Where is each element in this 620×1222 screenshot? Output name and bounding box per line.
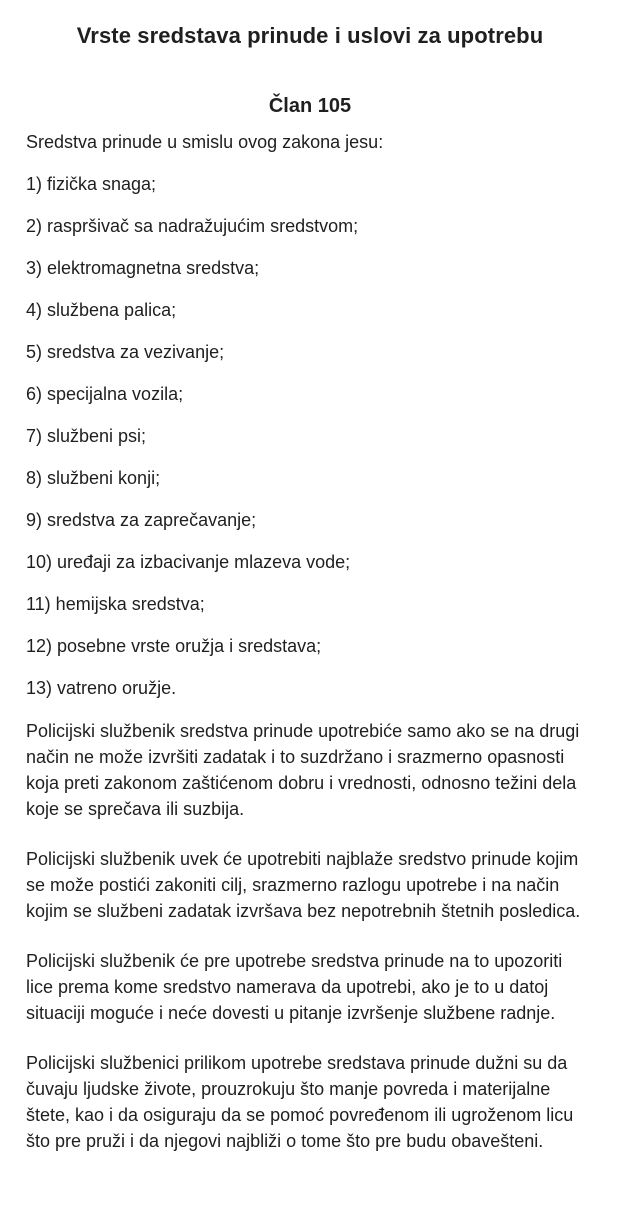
document-page [0,22,620,1222]
list-item: 11) hemijska sredstva; [26,594,205,614]
paragraph-proportionality: Policijski službenik sredstva prinude upotrebiće samo ako se na drugi način ne može izvršiti zadatak i to suzdržano i srazmerno opasnosti koja preti zakonom zaštićenom dobru i vrednosti, odnosno težini dela koje se sprečava ili suzbija. [26,721,580,819]
list-item: 4) službena palica; [26,300,177,320]
means-list [26,172,594,700]
page-title: Vrste sredstava prinude i uslovi za upotrebu [76,23,544,48]
article-heading: Član 105 [268,95,352,117]
list-item: 5) sredstva za vezivanje; [26,342,225,362]
list-item: 1) fizička snaga; [26,174,157,194]
list-item: 7) službeni psi; [26,426,147,446]
list-item: 13) vatreno oružje. [26,678,177,698]
list-item: 8) službeni konji; [26,468,161,488]
list-item: 6) specijalna vozila; [26,384,184,404]
paragraph-mildest-means: Policijski službenik uvek će upotrebiti najblaže sredstvo prinude kojim se može postići zakoniti cilj, srazmerno razlogu upotrebe i na način kojim se službeni zadatak izvršava bez nepotrebnih štetnih posledica. [26,849,581,921]
intro-text: Sredstva prinude u smislu ovog zakona jesu: [26,132,384,152]
list-item: 10) uređaji za izbacivanje mlazeva vode; [26,552,351,572]
list-item: 3) elektromagnetna sredstva; [26,258,260,278]
list-item: 12) posebne vrste oružja i sredstava; [26,636,322,656]
list-item: 9) sredstva za zaprečavanje; [26,510,257,530]
list-item: 2) raspršivač sa nadražujućim sredstvom; [26,216,359,236]
paragraph-duties: Policijski službenici prilikom upotrebe sredstava prinude dužni su da čuvaju ljudske živote, prouzrokuju što manje povreda i materijalne štete, kao i da osiguraju da se pomoć povređenom ili ugroženom licu što pre pruži i da njegovi najbliži o tome što pre budu obavešteni. [26,1053,574,1151]
paragraph-warning: Policijski službenik će pre upotrebe sredstva prinude na to upozoriti lice prema kome sredstvo namerava da upotrebi, ako je to u datoj situaciji moguće i neće dovesti u pitanje izvršenje službene radnje. [26,951,563,1023]
